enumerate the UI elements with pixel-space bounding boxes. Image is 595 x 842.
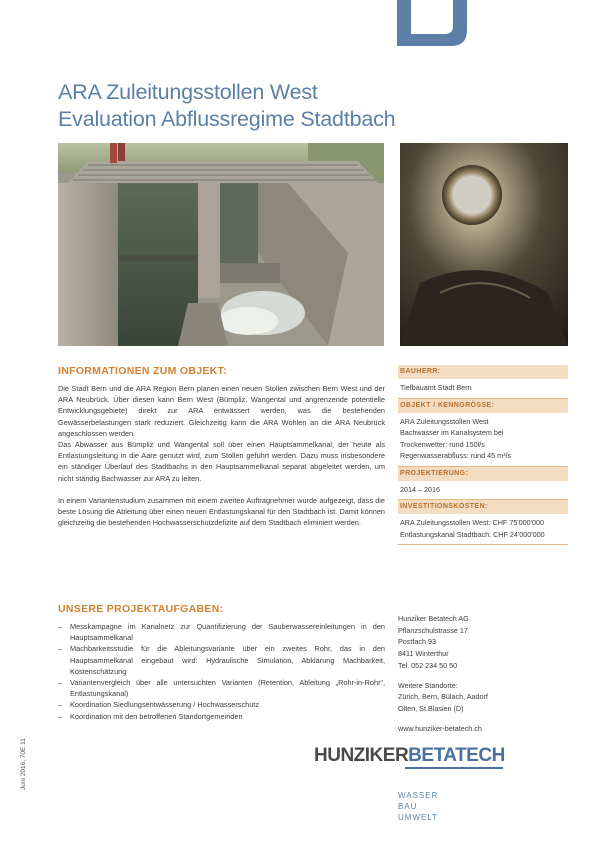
objekt-line: Trockenwetter: rund 150l/s	[400, 439, 485, 449]
page-subtitle: Evaluation Abflussregime Stadtbach	[58, 107, 396, 131]
info-heading: INFORMATIONEN ZUM OBJEKT:	[58, 365, 227, 377]
brand-tag: WASSER	[398, 791, 439, 800]
photo-tunnel	[400, 143, 568, 346]
list-item: – Machbarkeitsstudie für die Ableitungsvariante über ein zweites Rohr, das in den Hauptsammelkanal eingebaut wird: Hydraulische Simulation, Abklärung Machbarkeit, Kostenschätzung	[58, 643, 385, 677]
standorte-label: Weitere Standorte:	[398, 680, 458, 690]
company-name: Hunziker Betatech AG	[398, 614, 469, 623]
address-phone: Tel. 052 234 50 50	[398, 660, 458, 670]
tasks-heading: UNSERE PROJEKTAUFGABEN:	[58, 603, 224, 615]
kosten-line: Entlastungskanal Stadtbach: CHF 24'000'000	[400, 529, 545, 539]
page-title: ARA Zuleitungsstollen West	[58, 80, 318, 104]
standorte-line: Olten, St.Blasien (D)	[398, 703, 464, 713]
address-city: 8411 Winterthur	[398, 649, 449, 659]
company-address	[398, 613, 568, 734]
objekt-value	[398, 413, 568, 467]
info-paragraph: In einem Variantenstudium zusammen mit einem zweiten Auftragnehmer wurde aufgezeigt, dass die beste Lösung die Ableitung über einen neuen Entlastungskanal für den Stadtbach ist. Damit können gleichzeitig die bestehenden Hochwasserschutzdefizite auf dem Stadtbach eliminiert werden.	[58, 495, 385, 528]
side-date: Juni 2016, 70E 11	[20, 738, 27, 790]
website-link[interactable]: www.hunziker-betatech.ch	[398, 723, 482, 733]
brand-tags	[398, 790, 438, 823]
photo-channel-inlet	[58, 143, 384, 346]
bauherr-label: BAUHERR:	[398, 365, 568, 379]
bauherr-value: Tiefbauamt Stadt Bern	[398, 379, 568, 399]
projektierung-value: 2014 – 2016	[398, 481, 568, 501]
project-facts	[398, 365, 568, 545]
kosten-line: ARA Zuleitungsstollen West: CHF 75'000'000	[400, 518, 545, 527]
address-postfach: Postfach 93	[398, 637, 436, 647]
brand-logo	[314, 745, 505, 767]
info-paragraph: Die Stadt Bern und die ARA Region Bern planen einen neuen Stollen zwischen Bern West und der ARA Neubrück. Über diesen kann Bern West (Bümpliz, Wangental und angrenzende potentielle Entwicklungsgebiete) direkt zur ARA entwässert werden, was die bestehenden Gewässerbelastungen stark reduziert. Gleichzeitig kann die ARA Wohlen an die ARA Neubrück angeschlossen werden.	[58, 384, 385, 438]
objekt-line: Regenwasserabfluss: rund 45 m³/s	[400, 451, 512, 460]
brand-part1: HUNZIKER	[314, 745, 409, 766]
info-paragraph: Das Abwasser aus Bümpliz und Wangental soll über einen Hauptsammelkanal, der heute als Entlastungsleitung in die Aare genutzt wird, zum Stollen geführt werden. Dazu muss insbesondere ein ständiger Überlauf des Stadtbachs in den Hauptsammelkanal separat abgeleitet werden, um nicht ständig Bachwasser zur ARA zu leiten.	[58, 440, 385, 483]
brand-part2: BETATECH	[408, 745, 505, 766]
objekt-label: OBJEKT / KENNGRÖSSE:	[398, 399, 568, 413]
list-item: – Messkampagne im Kanalnetz zur Quantifizierung der Sauberwassereinleitungen in den Hauptsammelkanal	[58, 621, 385, 643]
standorte-line: Zürich, Bern, Bülach, Aadorf	[398, 692, 488, 702]
list-item: – Koordination mit den betroffenen Standortgemeinden	[58, 711, 385, 722]
list-item: – Variantenvergleich über alle untersuchten Varianten (Retention, Ableitung „Rohr-in-Rohr“, Entlastungskanal)	[58, 677, 385, 699]
list-item: – Koordination Siedlungsentwässerung / Hochwasserschutz	[58, 699, 385, 710]
kosten-label: INVESTITIONSKOSTEN:	[398, 500, 568, 514]
objekt-line: Bachwasser im Kanalsystem bei	[400, 428, 504, 437]
brand-tag: BAU	[398, 802, 418, 811]
tasks-list	[58, 621, 385, 722]
brand-tag: UMWELT	[398, 813, 439, 822]
info-text	[58, 383, 385, 528]
projektierung-label: PROJEKTIERUNG:	[398, 467, 568, 481]
address-street: Pflanzschulstrasse 17	[398, 625, 468, 635]
objekt-line: ARA Zuleitungsstollen West	[400, 416, 489, 426]
brand-underline	[405, 767, 503, 769]
logo-mark	[397, 0, 467, 46]
kosten-value	[398, 514, 568, 545]
